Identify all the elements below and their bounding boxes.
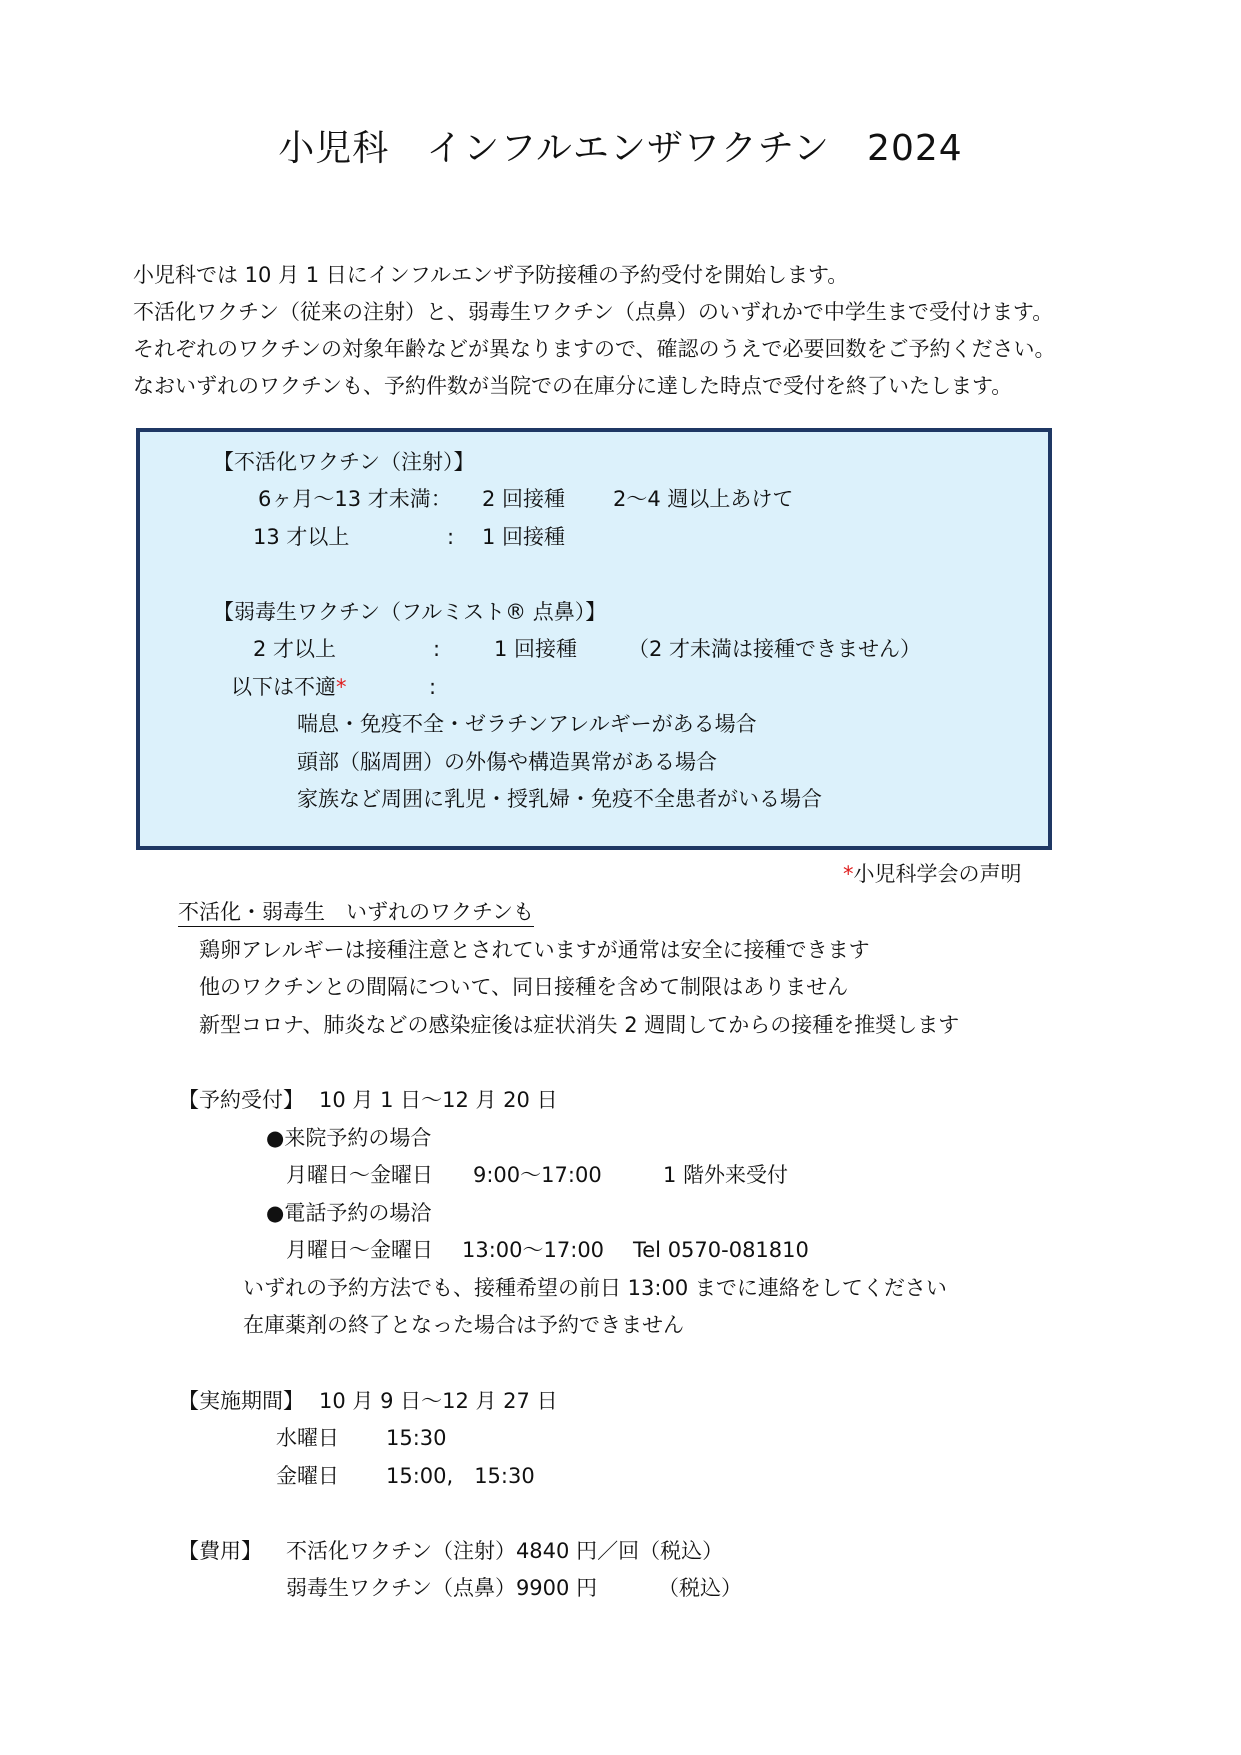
inactivated-doses: 2 回接種 [482, 487, 566, 511]
schedule-label: 【実施期間】 [178, 1389, 304, 1413]
schedule-times: 15:30 [386, 1426, 447, 1450]
reservation-note: 在庫薬剤の終了となった場合は予約できません [243, 1313, 684, 1337]
visit-title: ●来院予約の場合 [266, 1126, 432, 1150]
inactivated-doses: 1 回接種 [482, 525, 566, 549]
schedule-day: 金曜日 [276, 1464, 339, 1488]
visit-days: 月曜日～金曜日 [286, 1163, 433, 1187]
intro-line: それぞれのワクチンの対象年齢などが異なりますので、確認のうえで必要回数をご予約ください。 [133, 337, 1056, 361]
common-heading: 不活化・弱毒生 いずれのワクチンも [178, 902, 534, 927]
inactivated-age: 13 才以上 [253, 525, 350, 549]
reservation-note: いずれの予約方法でも、接種希望の前日 13:00 までに連絡をしてください [243, 1276, 947, 1300]
inactivated-age: 6ヶ月～13 才未満： [258, 487, 452, 511]
common-item: 鶏卵アレルギーは接種注意とされていますが通常は安全に接種できます [199, 938, 870, 962]
schedule-period: 10 月 9 日～12 月 27 日 [319, 1389, 558, 1413]
common-item: 他のワクチンとの間隔について、同日接種を含めて制限はありません [199, 975, 849, 999]
cost-label: 【費用】 [178, 1539, 262, 1563]
footnote: *小児科学会の声明 [843, 862, 1022, 886]
unsuitable-item: 家族など周囲に乳児・授乳婦・免疫不全患者がいる場合 [297, 787, 822, 811]
visit-place: 1 階外来受付 [663, 1163, 789, 1187]
asterisk: * [843, 862, 854, 886]
unsuitable-item: 頭部（脳周囲）の外傷や構造異常がある場合 [297, 750, 717, 774]
reservation-label: 【予約受付】 [178, 1088, 304, 1112]
inactivated-interval: 2～4 週以上あけて [613, 487, 794, 511]
phone-title: ●電話予約の場洽 [266, 1201, 432, 1225]
unsuitable-item: 喘息・免疫不全・ゼラチンアレルギーがある場合 [297, 712, 757, 736]
colon: : [429, 675, 437, 699]
live-heading: 【弱毒生ワクチン（フルミスト® 点鼻）】 [213, 600, 607, 624]
asterisk: * [336, 675, 347, 699]
reservation-period: 10 月 1 日～12 月 20 日 [319, 1088, 558, 1112]
live-age: 2 才以上 [253, 637, 337, 661]
schedule-times: 15:00, 15:30 [386, 1464, 535, 1488]
unsuitable-label: 以下は不適* [231, 675, 347, 699]
intro-line: 小児科では 10 月 1 日にインフルエンザ予防接種の予約受付を開始します。 [133, 263, 849, 287]
cost-inactivated: 不活化ワクチン（注射）4840 円／回（税込） [286, 1539, 724, 1563]
colon: : [433, 637, 441, 661]
inactivated-heading: 【不活化ワクチン（注射）】 [213, 450, 475, 474]
colon: : [447, 525, 455, 549]
cost-live: 弱毒生ワクチン（点鼻）9900 円 [286, 1576, 598, 1600]
phone-days: 月曜日～金曜日 [286, 1238, 433, 1262]
common-item: 新型コロナ、肺炎などの感染症後は症状消失 2 週間してからの接種を推奨します [199, 1013, 960, 1037]
intro-line: なおいずれのワクチンも、予約件数が当院での在庫分に達した時点で受付を終了いたします。 [133, 374, 1013, 398]
page-title: 小児科 インフルエンザワクチン 2024 [278, 128, 963, 169]
visit-time: 9:00～17:00 [473, 1163, 602, 1187]
phone-number: Tel 0570-081810 [633, 1238, 809, 1262]
schedule-day: 水曜日 [276, 1426, 339, 1450]
phone-time: 13:00～17:00 [462, 1238, 605, 1262]
cost-live-tax: （税込） [658, 1576, 742, 1600]
intro-line: 不活化ワクチン（従来の注射）と、弱毒生ワクチン（点鼻）のいずれかで中学生まで受付けます。 [133, 300, 1054, 324]
live-doses: 1 回接種 [494, 637, 578, 661]
live-note: （2 才未満は接種できません） [628, 637, 922, 661]
